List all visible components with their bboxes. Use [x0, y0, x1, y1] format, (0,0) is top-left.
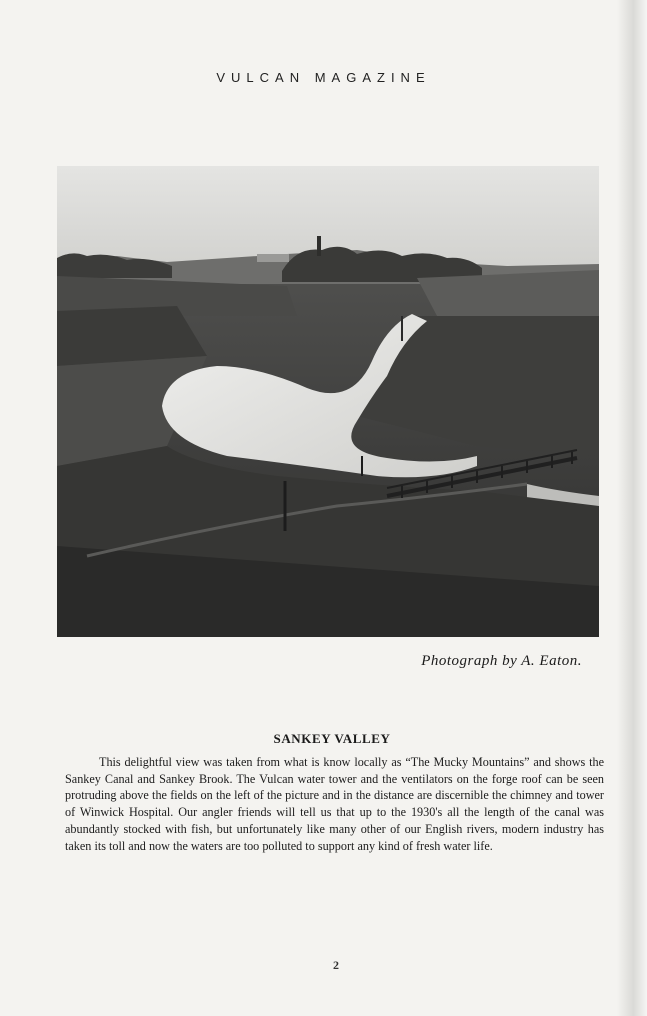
article-body: This delightful view was taken from what is know locally as “The Mucky Mountains” and shows the Sankey Canal and Sankey Brook. The Vulcan water tower and the ventilators on the forge roof can be seen protruding above the fields on the left of the picture and in the distance are discernible the chimney and tower of Winwick Hospital. Our angler friends will tell us that up to the 1930's all the length of the canal was abundantly stocked with fish, but unfortunately like many other of our English rivers, modern industry has taken its toll and now the waters are too polluted to support any kind of fresh water life. — [65, 755, 604, 853]
article-title: SANKEY VALLEY — [273, 731, 391, 746]
magazine-masthead: VULCAN MAGAZINE — [216, 70, 431, 85]
sankey-valley-photograph — [57, 166, 599, 637]
photo-credit: Photograph by A. Eaton. — [421, 653, 582, 669]
hospital-chimney — [317, 236, 321, 256]
page-edge-shadow — [617, 0, 647, 1016]
page-number: 2 — [333, 958, 339, 972]
